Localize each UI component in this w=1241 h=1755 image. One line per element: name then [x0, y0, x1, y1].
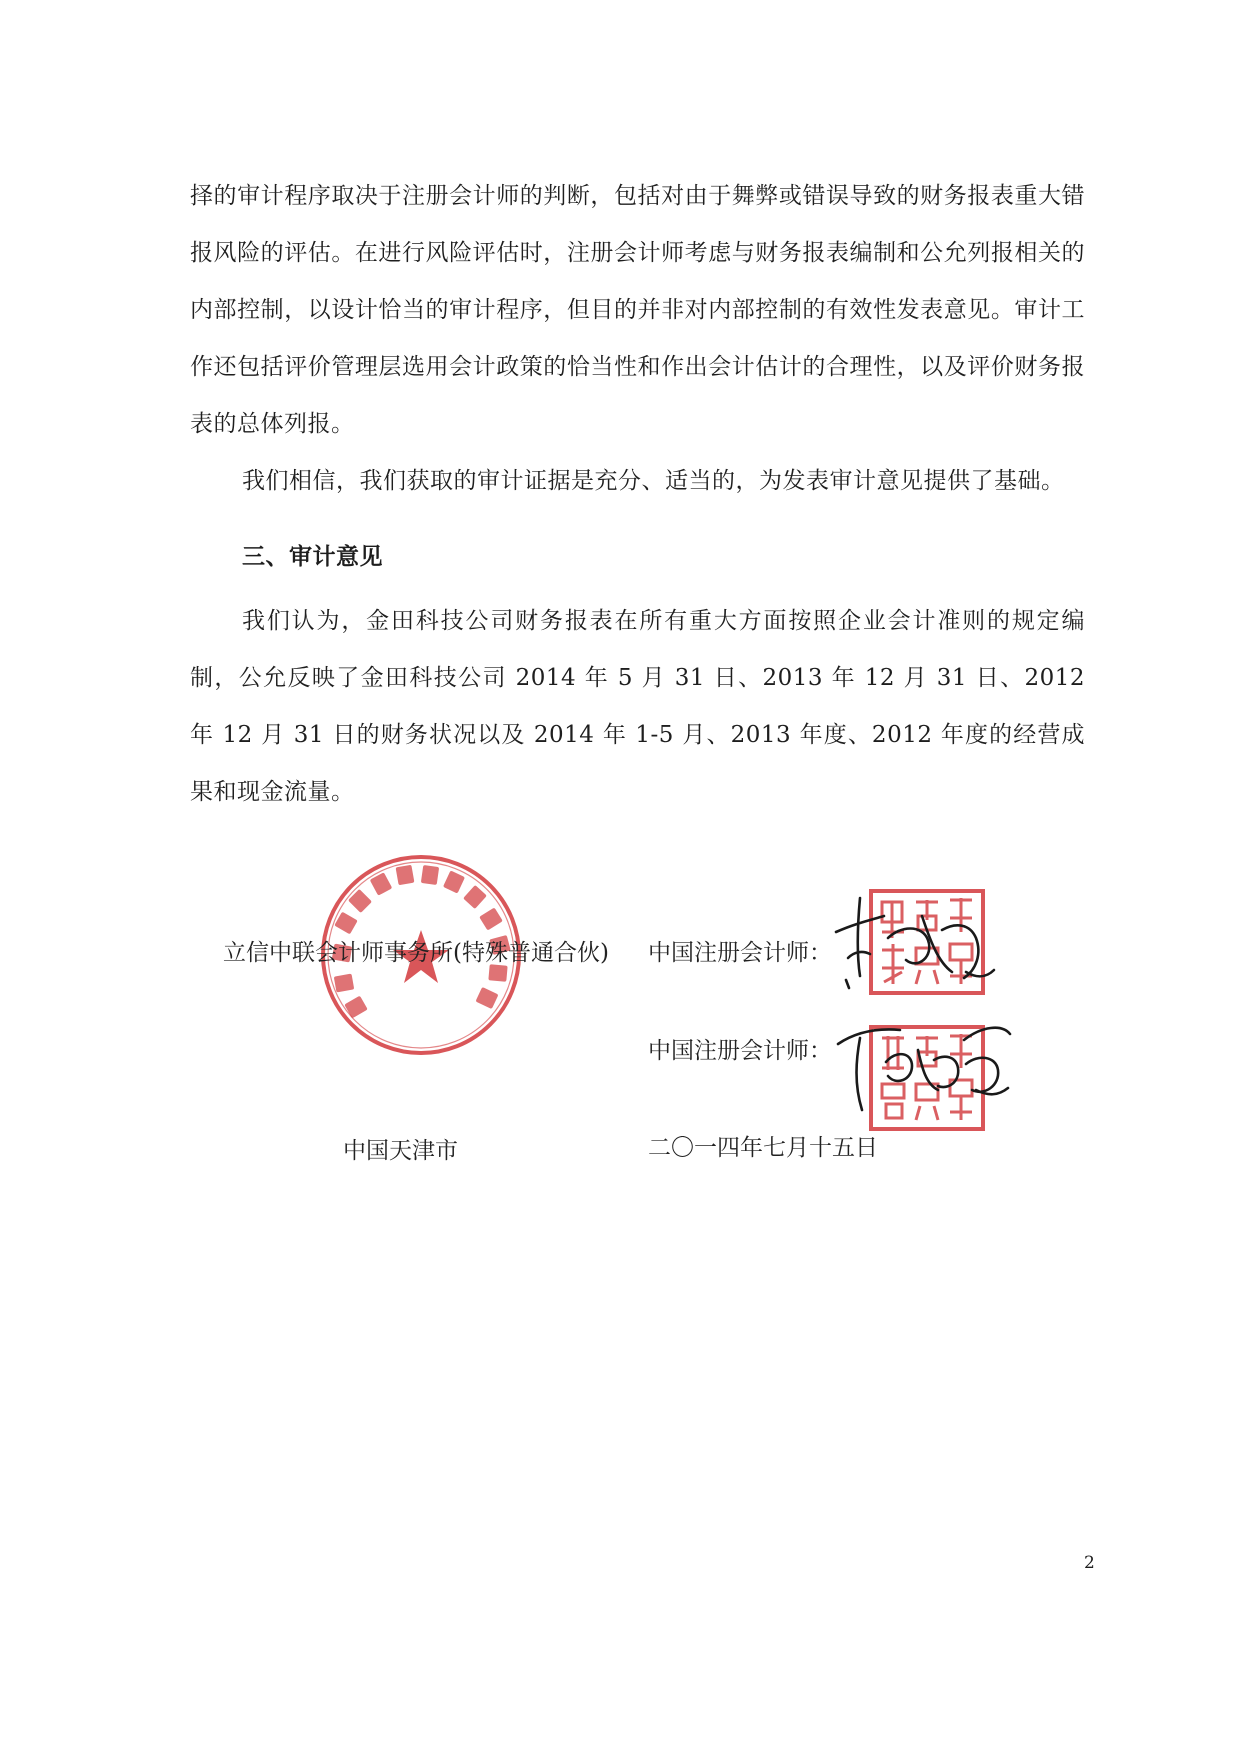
cpa-label-2: 中国注册会计师：	[648, 1038, 832, 1064]
report-body	[190, 168, 1085, 821]
paragraph-audit-procedures: 择的审计程序取决于注册会计师的判断，包括对由于舞弊或错误导致的财务报表重大错报风险的评估。在进行风险评估时，注册会计师考虑与财务报表编制和公允列报相关的内部控制，以设计恰当的审计程序，但目的并非对内部控制的有效性发表意见。审计工作还包括评价管理层选用会计政策的恰当性和作出会计估计的合理性，以及评价财务报表的总体列报。	[190, 183, 1085, 437]
cpa-handwritten-signature-1	[826, 880, 1002, 1010]
paragraph-audit-opinion: 我们认为，金田科技公司财务报表在所有重大方面按照企业会计准则的规定编制，公允反映了金田科技公司 2014 年 5 月 31 日、2013 年 12 月 31 日、2012 年 12 月 31 日的财务状况以及 2014 年 1-5 月、2013 年度、2012 年度的经营成果和现金流量。	[190, 608, 1085, 805]
paragraph-audit-evidence: 我们相信，我们获取的审计证据是充分、适当的，为发表审计意见提供了基础。	[242, 468, 1065, 494]
cpa-handwritten-signature-2	[826, 1004, 1016, 1124]
page-number: 2	[1084, 1553, 1095, 1573]
audit-firm-name: 立信中联会计师事务所(特殊普通合伙)	[223, 940, 609, 966]
city: 中国天津市	[343, 1138, 458, 1164]
cpa-label-1: 中国注册会计师：	[648, 940, 832, 966]
section-heading-audit-opinion: 三、审计意见	[242, 543, 383, 570]
report-date: 二〇一四年七月十五日	[648, 1135, 878, 1161]
